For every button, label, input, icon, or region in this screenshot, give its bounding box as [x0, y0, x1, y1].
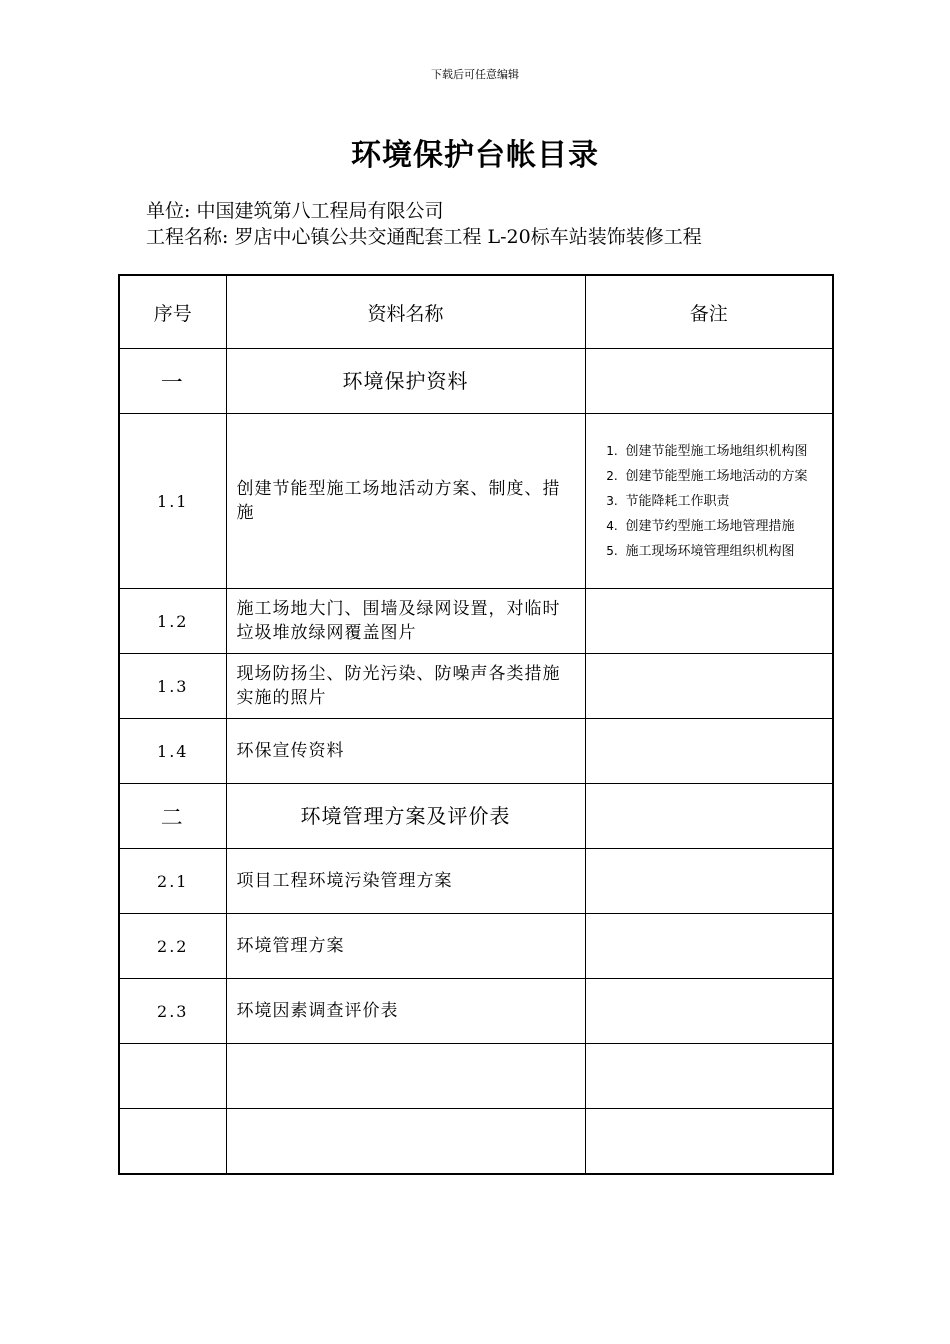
unit-line: 单位: 中国建筑第八工程局有限公司 [146, 200, 444, 222]
row-remark [585, 784, 833, 849]
table-row [119, 719, 833, 784]
row-seq: 1.2 [119, 589, 226, 654]
page-title: 环境保护台帐目录 [351, 138, 599, 173]
row-seq: 2.1 [119, 849, 226, 914]
table-header-row [119, 275, 833, 349]
row-seq: 1.4 [119, 719, 226, 784]
row-name: 项目工程环境污染管理方案 [226, 849, 585, 914]
row-remark [585, 349, 833, 414]
remark-item: 3. 节能降耗工作职责 [622, 489, 827, 514]
row-seq: 一 [119, 349, 226, 414]
row-seq [119, 1044, 226, 1109]
table-row [119, 654, 833, 719]
row-seq: 2.2 [119, 914, 226, 979]
remark-item: 5. 施工现场环境管理组织机构图 [622, 539, 827, 564]
row-remark [585, 414, 833, 589]
table-row [119, 979, 833, 1044]
row-remark [585, 1044, 833, 1109]
row-name: 环境管理方案及评价表 [226, 784, 585, 849]
row-remark [585, 719, 833, 784]
row-remark [585, 849, 833, 914]
row-seq: 1.1 [119, 414, 226, 589]
row-name: 现场防扬尘、防光污染、防噪声各类措施实施的照片 [226, 654, 585, 719]
project-line: 工程名称: 罗店中心镇公共交通配套工程 L-20标车站装饰装修工程 [146, 226, 702, 248]
header-note: 下载后可任意编辑 [431, 68, 519, 81]
row-seq: 二 [119, 784, 226, 849]
row-remark [585, 654, 833, 719]
table-row [119, 914, 833, 979]
table-row [119, 349, 833, 414]
row-name: 创建节能型施工场地活动方案、制度、措施 [226, 414, 585, 589]
ledger-table [118, 274, 834, 1175]
row-remark [585, 914, 833, 979]
row-name: 环境保护资料 [226, 349, 585, 414]
header-name: 资料名称 [226, 275, 585, 349]
table-row [119, 589, 833, 654]
row-name: 环境因素调查评价表 [226, 979, 585, 1044]
table-row [119, 784, 833, 849]
row-name: 施工场地大门、围墙及绿网设置，对临时垃圾堆放绿网覆盖图片 [226, 589, 585, 654]
header-remark: 备注 [585, 275, 833, 349]
row-remark [585, 979, 833, 1044]
row-seq: 2.3 [119, 979, 226, 1044]
row-name: 环境管理方案 [226, 914, 585, 979]
table-row [119, 1109, 833, 1175]
remark-item: 4. 创建节约型施工场地管理措施 [622, 514, 827, 539]
header-seq: 序号 [119, 275, 226, 349]
row-seq [119, 1109, 226, 1175]
row-seq: 1.3 [119, 654, 226, 719]
table-row [119, 414, 833, 589]
remark-item: 2. 创建节能型施工场地活动的方案 [622, 464, 827, 489]
row-remark [585, 1109, 833, 1175]
row-name: 环保宣传资料 [226, 719, 585, 784]
row-name [226, 1044, 585, 1109]
remark-item: 1. 创建节能型施工场地组织机构图 [622, 439, 827, 464]
row-remark [585, 589, 833, 654]
remark-list [586, 437, 833, 566]
table-row [119, 849, 833, 914]
row-name [226, 1109, 585, 1175]
table-row [119, 1044, 833, 1109]
